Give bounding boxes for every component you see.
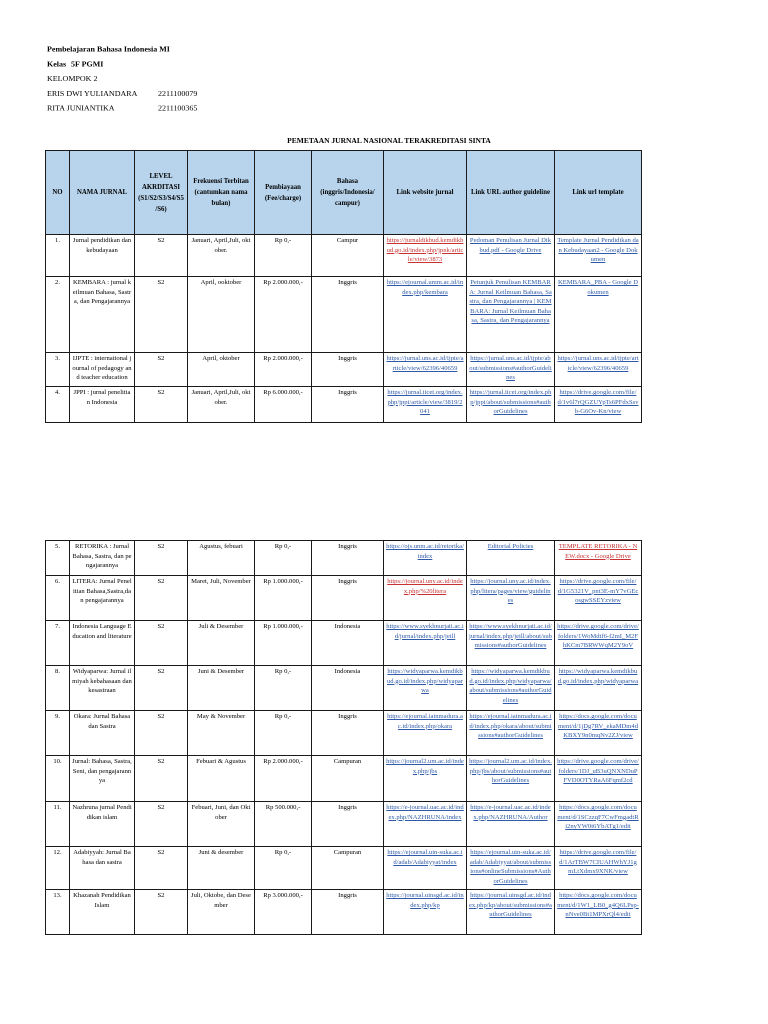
column-header-frekuensi: Frekuensi Terbitan (cantumkan nama bulan) xyxy=(188,151,255,235)
cell-frekuensi: Januari, April,Juli, oktober. xyxy=(188,387,255,423)
column-header-link-template: Link url template xyxy=(555,151,642,235)
cell-template-link[interactable]: https://docs.google.com/document/d/1jDg7RV_ekaMDm4dKBXY9n0mqNv2ZJ/view xyxy=(555,711,642,756)
cell-nama-jurnal: Adabiyyah: Jurnal Bahasa dan sastra xyxy=(70,847,135,890)
document-title: PEMETAAN JURNAL NASIONAL TERAKREDITASI SINTA xyxy=(287,136,491,145)
journal-table-page-2 xyxy=(45,540,642,935)
cell-template-link[interactable]: https://drive.google.com/drive/folders/1DJ_uB3uQNXNDuPFVD0OTYRaA6Fqmf2cd xyxy=(555,756,642,802)
cell-guideline-link[interactable]: Pedoman Penulisan Jurnal Dikbud.pdf - Google Drive xyxy=(467,235,555,277)
cell-guideline-link[interactable]: https://e-journal.uac.ac.id/index.php/NAZHRUNA/Author xyxy=(467,802,555,847)
member-name: ERIS DWI YULIANDARA xyxy=(47,88,138,98)
cell-nama-jurnal: Okara: Jurnal Bahasa dan Sastra xyxy=(70,711,135,756)
cell-template-link[interactable]: KEMBARA_PBA - Google Dokumen xyxy=(555,277,642,353)
cell-level: S2 xyxy=(135,802,188,847)
column-header-no: NO xyxy=(46,151,70,235)
cell-bahasa: Inggris xyxy=(312,541,384,576)
cell-bahasa: Inggris xyxy=(312,890,384,935)
cell-guideline-link[interactable]: https://jurnal.iicet.org/index.php/jppi/about/submissions#authorGuidelines xyxy=(467,387,555,423)
cell-guideline-link[interactable]: https://ejournal.uin-suka.ac.id/adab/Adabiyyat/about/submissions#onlineSubmissions#AuthorGuidelines xyxy=(467,847,555,890)
cell-nama-jurnal: RETORIKA : Jurnal Bahasa, Sastra, dan pengajarannya xyxy=(70,541,135,576)
cell-frekuensi: April, oktober xyxy=(188,353,255,387)
cell-level: S2 xyxy=(135,621,188,666)
group-name: KELOMPOK 2 xyxy=(47,74,98,83)
cell-guideline-link[interactable]: https://ejournal.iainmadura.ac.id/index.php/okara/about/submissions#authorGuidelines xyxy=(467,711,555,756)
cell-guideline-link[interactable]: Petunjuk Penulisan KEMBARA: Jurnal Keilmuan Bahasa, Sastra, dan Pengajarannya | KEMBARA: Jurnal Keilmuan Bahasa, Sastra, dan Pengajarannya xyxy=(467,277,555,353)
table-row xyxy=(46,541,642,576)
column-header-nama-jurnal: NAMA JURNAL xyxy=(70,151,135,235)
cell-nama-jurnal: JPPI : jurnal penelitian Indonesia xyxy=(70,387,135,423)
member-nim: 2211100365 xyxy=(158,103,198,113)
cell-website-link[interactable]: https://jurnal.uns.ac.id/ijpte/article/view/62396/40659 xyxy=(384,353,467,387)
cell-template-link[interactable]: https://docs.google.com/document/d/1SCzzqF7CwFmgadtRi2nyYW0t6YbATg1/edit xyxy=(555,802,642,847)
table-row xyxy=(46,802,642,847)
cell-guideline-link[interactable]: https://widyaparwa.kemdikbud.go.id/index.php/widyaparwa/about/submissions#authorGuidelines xyxy=(467,666,555,711)
cell-level: S2 xyxy=(135,890,188,935)
cell-nama-jurnal: Jurnal: Bahasa, Sastra, Seni, dan pengajarannya xyxy=(70,756,135,802)
cell-no: 11. xyxy=(46,802,70,847)
cell-no: 6. xyxy=(46,576,70,621)
cell-pembiayaan: Rp 2.000.000,- xyxy=(255,277,312,353)
cell-no: 4. xyxy=(46,387,70,423)
cell-website-link[interactable]: https://journal2.um.ac.id/index.php/jbs xyxy=(384,756,467,802)
cell-website-link[interactable]: https://www.syekhnurjati.ac.id/jurnal/index.php/jeill xyxy=(384,621,467,666)
cell-no: 9. xyxy=(46,711,70,756)
cell-guideline-link[interactable]: Editorial Policies xyxy=(467,541,555,576)
cell-bahasa: Inggris xyxy=(312,353,384,387)
table-header-row xyxy=(46,151,642,235)
cell-frekuensi: Maret, Juli, November xyxy=(188,576,255,621)
cell-template-link[interactable]: https://drive.google.com/file/d/1v6l7rQGZUYpTs6PFdxSsvb-G6Ov-Kn/view xyxy=(555,387,642,423)
member-name: RITA JUNIANTIKA xyxy=(47,103,115,113)
cell-guideline-link[interactable]: https://journal2.um.ac.id/index.php/jbs/about/submissions#authorGuidelines xyxy=(467,756,555,802)
cell-bahasa: Indonesia xyxy=(312,666,384,711)
cell-frekuensi: Januari, April,Juli, oktober. xyxy=(188,235,255,277)
cell-pembiayaan: Rp 2.000.000,- xyxy=(255,353,312,387)
cell-pembiayaan: Rp 500.000,- xyxy=(255,802,312,847)
cell-no: 13. xyxy=(46,890,70,935)
cell-website-link[interactable]: https://e-journal.uac.ac.id/index.php/NAZHRUNA/index xyxy=(384,802,467,847)
column-header-link-guideline: Link URL author guideline xyxy=(467,151,555,235)
journal-table-page-1 xyxy=(45,150,642,423)
cell-website-link[interactable]: https://ejournal.umm.ac.id/index.php/kembara xyxy=(384,277,467,353)
cell-pembiayaan: Rp 1.000.000,- xyxy=(255,576,312,621)
table-row xyxy=(46,576,642,621)
document-header xyxy=(47,42,197,116)
table-row xyxy=(46,387,642,423)
table-row xyxy=(46,890,642,935)
table-row xyxy=(46,711,642,756)
cell-bahasa: Inggris xyxy=(312,711,384,756)
cell-bahasa: Campuran xyxy=(312,847,384,890)
cell-bahasa: Inggris xyxy=(312,802,384,847)
cell-no: 3. xyxy=(46,353,70,387)
cell-pembiayaan: Rp 1.000.000,- xyxy=(255,621,312,666)
cell-level: S2 xyxy=(135,711,188,756)
cell-nama-jurnal: KEMBARA : jurnal keilmuan Bahasa, Sastra, dan Pengajarannya xyxy=(70,277,135,353)
table-row xyxy=(46,235,642,277)
cell-nama-jurnal: Indonesia Language Education and literature xyxy=(70,621,135,666)
cell-level: S2 xyxy=(135,541,188,576)
cell-website-link[interactable]: https://journal.uny.ac.id/index.php/%20litera xyxy=(384,576,467,621)
cell-bahasa: Inggris xyxy=(312,277,384,353)
class-label: Kelas xyxy=(47,59,67,69)
cell-pembiayaan: Rp 0,- xyxy=(255,847,312,890)
table-row xyxy=(46,847,642,890)
cell-guideline-link[interactable]: https://jurnal.uns.ac.id/ijpte/about/submissions#authorGuidelines xyxy=(467,353,555,387)
table-row xyxy=(46,353,642,387)
cell-template-link[interactable]: Template Jurnal Pendidikan dan Kebudayaan2 - Google Dokumen xyxy=(555,235,642,277)
cell-bahasa: Campuran xyxy=(312,756,384,802)
cell-frekuensi: Juli, Oktobe, dan Desember xyxy=(188,890,255,935)
column-header-bahasa: Bahasa (inggris/Indonesia/ campur) xyxy=(312,151,384,235)
cell-frekuensi: April, ooktober xyxy=(188,277,255,353)
member-nim: 2211100079 xyxy=(158,88,198,98)
column-header-pembiayaan: Pembiayaan (Fee/charge) xyxy=(255,151,312,235)
cell-website-link[interactable]: https://ojs.unm.ac.id/retorika/index xyxy=(384,541,467,576)
course-title: Pembelajaran Bahasa Indonesia MI xyxy=(47,44,170,54)
cell-website-link[interactable]: https://jurnaldikbud.kemdikbud.go.id/index.php/jpnk/article/view/3873 xyxy=(384,235,467,277)
table-row xyxy=(46,621,642,666)
table-row xyxy=(46,756,642,802)
cell-level: S2 xyxy=(135,847,188,890)
cell-website-link[interactable]: https://journal.uinsgd.ac.id/index.php/kp xyxy=(384,890,467,935)
cell-guideline-link[interactable]: https://journal.uny.ac.id/index.php/litera/pages/view/guidelines xyxy=(467,576,555,621)
cell-template-link[interactable]: https://widyaparwa.kemdikbud.go.id/index.php/widyaparwa xyxy=(555,666,642,711)
cell-template-link[interactable]: https://drive.google.com/file/d/1G5321V_pnt3E-mY7vGEcosgwSSEYzview xyxy=(555,576,642,621)
cell-template-link[interactable]: https://jurnal.uns.ac.id/ijpte/article/view/62396/40659 xyxy=(555,353,642,387)
cell-website-link[interactable]: https://ejournal.iainmadura.ac.id/index.php/okara xyxy=(384,711,467,756)
cell-frekuensi: Agustus, febuari xyxy=(188,541,255,576)
cell-level: S2 xyxy=(135,353,188,387)
cell-frekuensi: Juli & Desember xyxy=(188,621,255,666)
cell-template-link[interactable]: https://drive.google.com/file/d/1ArTBW7CIUAHWhYJ1gmLtXdmx9XNK/view xyxy=(555,847,642,890)
cell-bahasa: Campur xyxy=(312,235,384,277)
cell-nama-jurnal: LITERA: Jurnal Penelitian Bahasa,Sastra,dan pengajarannya xyxy=(70,576,135,621)
cell-bahasa: Inggris xyxy=(312,576,384,621)
cell-nama-jurnal: Widyaparwa: Jurnal ilmiyah kebahasaan dan kesastraan xyxy=(70,666,135,711)
table-row xyxy=(46,277,642,353)
cell-nama-jurnal: Jurnal pendidikan dan kebudayaan xyxy=(70,235,135,277)
cell-level: S2 xyxy=(135,756,188,802)
cell-pembiayaan: Rp 6.000.000,- xyxy=(255,387,312,423)
cell-level: S2 xyxy=(135,387,188,423)
cell-frekuensi: Febuari, Juni, dan Oktober xyxy=(188,802,255,847)
cell-pembiayaan: Rp 3.000.000,- xyxy=(255,890,312,935)
cell-no: 2. xyxy=(46,277,70,353)
cell-frekuensi: Juni & desember xyxy=(188,847,255,890)
cell-nama-jurnal: IJPTE : international journal of pedagogy and teacher education xyxy=(70,353,135,387)
cell-level: S2 xyxy=(135,277,188,353)
cell-frekuensi: Juni & Desember xyxy=(188,666,255,711)
cell-bahasa: Inggris xyxy=(312,387,384,423)
cell-pembiayaan: Rp 2.000.000,- xyxy=(255,756,312,802)
cell-level: S2 xyxy=(135,666,188,711)
table-row xyxy=(46,666,642,711)
cell-nama-jurnal: Nazhruna jurnal Pendidikan islam xyxy=(70,802,135,847)
cell-nama-jurnal: Khazanah Pendidikan Islam xyxy=(70,890,135,935)
cell-guideline-link[interactable]: https://journal.uinsgd.ac.id/index.php/kp/about/submissions#authorGuidelines xyxy=(467,890,555,935)
class-value: 5F PGMI xyxy=(71,59,104,69)
cell-level: S2 xyxy=(135,576,188,621)
cell-guideline-link[interactable]: https://www.syekhnurjati.ac.id/jurnal/index.php/jeill/about/submissions#authorGuidelines xyxy=(467,621,555,666)
cell-template-link[interactable]: TEMPLATE RETORIKA - NEW.docx - Google Drive xyxy=(555,541,642,576)
cell-no: 8. xyxy=(46,666,70,711)
cell-bahasa: Indonesia xyxy=(312,621,384,666)
cell-no: 7. xyxy=(46,621,70,666)
cell-no: 12. xyxy=(46,847,70,890)
cell-template-link[interactable]: https://docs.google.com/document/d/1W1_LB0_g4Q6LPsp-nNve0Bt1MPXrQl4/edit xyxy=(555,890,642,935)
cell-no: 5. xyxy=(46,541,70,576)
cell-template-link[interactable]: https://drive.google.com/drive/folders/1WoMdtf6-f2mI_M2FhKCm7BRWWqM2Y9oV xyxy=(555,621,642,666)
column-header-level: LEVEL AKRDITASI (S1/S2/S3/S4/S5 /S6) xyxy=(135,151,188,235)
cell-frekuensi: Febuari & Agustus xyxy=(188,756,255,802)
cell-no: 10. xyxy=(46,756,70,802)
cell-level: S2 xyxy=(135,235,188,277)
cell-pembiayaan: Rp 0,- xyxy=(255,666,312,711)
cell-website-link[interactable]: https://widyaparwa.kemdikbud.go.id/index.php/widyaparwa xyxy=(384,666,467,711)
cell-pembiayaan: Rp 0,- xyxy=(255,235,312,277)
cell-frekuensi: May & November xyxy=(188,711,255,756)
column-header-link-website: Link website jurnal xyxy=(384,151,467,235)
cell-pembiayaan: Rp 0,- xyxy=(255,541,312,576)
cell-no: 1. xyxy=(46,235,70,277)
cell-website-link[interactable]: https://jurnal.iicet.org/index.php/jppi/article/view/3819/2041 xyxy=(384,387,467,423)
cell-website-link[interactable]: https://ejournal.uin-suka.ac.id/adab/Adabiyyat/index xyxy=(384,847,467,890)
cell-pembiayaan: Rp 0,- xyxy=(255,711,312,756)
